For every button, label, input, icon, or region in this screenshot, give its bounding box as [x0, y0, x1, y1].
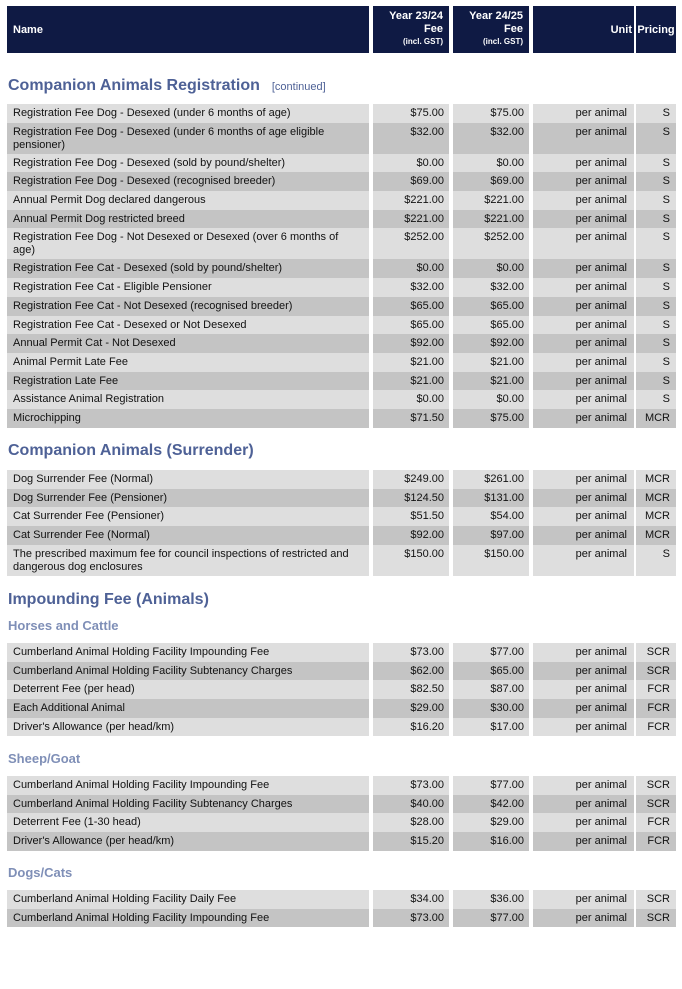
fee-2324: $34.00: [373, 890, 449, 909]
table-row: [7, 259, 676, 278]
fee-2324: $15.20: [373, 832, 449, 851]
fee-name: Annual Permit Dog restricted breed: [7, 210, 369, 229]
fee-name: Cumberland Animal Holding Facility Subtenancy Charges: [7, 662, 369, 681]
fee-2425: $54.00: [453, 507, 529, 526]
pricing-code: SCR: [636, 909, 676, 928]
fee-unit: per animal: [533, 489, 634, 508]
table-row: [7, 154, 676, 173]
pricing-code: S: [636, 259, 676, 278]
pricing-code: S: [636, 228, 676, 259]
pricing-code: S: [636, 172, 676, 191]
fee-name: Cumberland Animal Holding Facility Subtenancy Charges: [7, 795, 369, 814]
fee-2425: $21.00: [453, 372, 529, 391]
fee-2324: $51.50: [373, 507, 449, 526]
fee-2425: $21.00: [453, 353, 529, 372]
fee-2425: $261.00: [453, 470, 529, 489]
fee-unit: per animal: [533, 390, 634, 409]
pricing-code: SCR: [636, 662, 676, 681]
pricing-code: MCR: [636, 470, 676, 489]
table-row: [7, 813, 676, 832]
fee-2324: $73.00: [373, 909, 449, 928]
table-row: [7, 353, 676, 372]
table-row: [7, 409, 676, 428]
header-year1: Year 23/24 Fee (incl. GST): [373, 6, 449, 53]
fee-unit: per animal: [533, 316, 634, 335]
table-row: [7, 680, 676, 699]
fee-2324: $0.00: [373, 154, 449, 173]
fee-unit: per animal: [533, 259, 634, 278]
pricing-code: FCR: [636, 680, 676, 699]
table-row: [7, 470, 676, 489]
fee-2324: $40.00: [373, 795, 449, 814]
table-row: [7, 172, 676, 191]
pricing-code: MCR: [636, 507, 676, 526]
fee-2324: $221.00: [373, 210, 449, 229]
fee-2425: $77.00: [453, 643, 529, 662]
registration-table: [7, 104, 676, 428]
table-row: [7, 890, 676, 909]
fee-unit: per animal: [533, 680, 634, 699]
pricing-code: FCR: [636, 718, 676, 737]
fee-2425: $29.00: [453, 813, 529, 832]
fee-2425: $42.00: [453, 795, 529, 814]
fee-name: Cumberland Animal Holding Facility Impounding Fee: [7, 909, 369, 928]
fee-unit: per animal: [533, 718, 634, 737]
fee-2324: $252.00: [373, 228, 449, 259]
fee-2425: $221.00: [453, 191, 529, 210]
pricing-code: SCR: [636, 643, 676, 662]
fee-unit: per animal: [533, 210, 634, 229]
table-row: [7, 718, 676, 737]
fee-unit: per animal: [533, 526, 634, 545]
header-year2: Year 24/25 Fee (incl. GST): [453, 6, 529, 53]
fee-2324: $82.50: [373, 680, 449, 699]
fee-name: Cumberland Animal Holding Facility Impounding Fee: [7, 776, 369, 795]
fee-2425: $87.00: [453, 680, 529, 699]
fee-2324: $16.20: [373, 718, 449, 737]
table-row: [7, 545, 676, 576]
pricing-code: S: [636, 123, 676, 154]
fee-2425: $252.00: [453, 228, 529, 259]
pricing-code: S: [636, 316, 676, 335]
fee-2324: $69.00: [373, 172, 449, 191]
table-row: [7, 795, 676, 814]
fee-unit: per animal: [533, 507, 634, 526]
section-title-registration: Companion Animals Registration [continued]: [8, 77, 326, 94]
table-row: [7, 334, 676, 353]
fee-name: Registration Fee Dog - Desexed (under 6 months of age eligible pensioner): [7, 123, 369, 154]
dogs-cats-table: [7, 890, 676, 927]
table-row: [7, 278, 676, 297]
fee-2324: $21.00: [373, 353, 449, 372]
fee-name: Registration Fee Dog - Not Desexed or Desexed (over 6 months of age): [7, 228, 369, 259]
table-row: [7, 662, 676, 681]
table-row: [7, 123, 676, 154]
fee-2425: $221.00: [453, 210, 529, 229]
fee-2324: $0.00: [373, 259, 449, 278]
fee-2324: $0.00: [373, 390, 449, 409]
fee-2324: $124.50: [373, 489, 449, 508]
fee-2425: $75.00: [453, 409, 529, 428]
fee-2324: $73.00: [373, 776, 449, 795]
fee-2324: $92.00: [373, 526, 449, 545]
pricing-code: FCR: [636, 832, 676, 851]
table-row: [7, 191, 676, 210]
fee-name: Annual Permit Cat - Not Desexed: [7, 334, 369, 353]
table-row: [7, 909, 676, 928]
table-row: [7, 507, 676, 526]
fee-unit: per animal: [533, 353, 634, 372]
fee-2425: $30.00: [453, 699, 529, 718]
subsection-title-horses-cattle: Horses and Cattle: [8, 618, 119, 633]
pricing-code: FCR: [636, 813, 676, 832]
pricing-code: S: [636, 278, 676, 297]
fee-2425: $0.00: [453, 259, 529, 278]
pricing-code: S: [636, 372, 676, 391]
fee-2425: $32.00: [453, 278, 529, 297]
fee-unit: per animal: [533, 172, 634, 191]
table-row: [7, 390, 676, 409]
table-row: [7, 316, 676, 335]
fee-2324: $62.00: [373, 662, 449, 681]
fee-2425: $75.00: [453, 104, 529, 123]
fee-name: Deterrent Fee (1-30 head): [7, 813, 369, 832]
section-title-impounding: Impounding Fee (Animals): [8, 591, 209, 608]
fee-unit: per animal: [533, 228, 634, 259]
fee-unit: per animal: [533, 123, 634, 154]
fee-2425: $92.00: [453, 334, 529, 353]
pricing-code: S: [636, 390, 676, 409]
fee-name: Cat Surrender Fee (Pensioner): [7, 507, 369, 526]
fee-unit: per animal: [533, 832, 634, 851]
fee-2324: $92.00: [373, 334, 449, 353]
fee-name: Registration Fee Dog - Desexed (under 6 months of age): [7, 104, 369, 123]
fee-2425: $17.00: [453, 718, 529, 737]
fee-unit: per animal: [533, 662, 634, 681]
fee-2324: $32.00: [373, 123, 449, 154]
fee-unit: per animal: [533, 104, 634, 123]
table-row: [7, 776, 676, 795]
fee-name: Cumberland Animal Holding Facility Daily Fee: [7, 890, 369, 909]
fee-unit: per animal: [533, 545, 634, 576]
table-row: [7, 832, 676, 851]
fee-2324: $249.00: [373, 470, 449, 489]
fee-2425: $65.00: [453, 316, 529, 335]
fee-name: Cat Surrender Fee (Normal): [7, 526, 369, 545]
pricing-code: SCR: [636, 890, 676, 909]
fee-2425: $65.00: [453, 662, 529, 681]
fee-name: Dog Surrender Fee (Normal): [7, 470, 369, 489]
fee-2425: $150.00: [453, 545, 529, 576]
fee-2324: $21.00: [373, 372, 449, 391]
fee-unit: per animal: [533, 154, 634, 173]
subsection-title-dogs-cats: Dogs/Cats: [8, 865, 73, 880]
fee-unit: per animal: [533, 890, 634, 909]
table-row: [7, 372, 676, 391]
table-row: [7, 643, 676, 662]
table-row: [7, 297, 676, 316]
fee-name: Microchipping: [7, 409, 369, 428]
fee-unit: per animal: [533, 470, 634, 489]
pricing-code: S: [636, 545, 676, 576]
fee-2324: $65.00: [373, 297, 449, 316]
horses-cattle-table: [7, 643, 676, 736]
fee-2324: $73.00: [373, 643, 449, 662]
fee-name: Driver's Allowance (per head/km): [7, 718, 369, 737]
fee-2425: $77.00: [453, 909, 529, 928]
table-row: [7, 526, 676, 545]
pricing-code: S: [636, 210, 676, 229]
fee-2425: $65.00: [453, 297, 529, 316]
fee-unit: per animal: [533, 334, 634, 353]
fee-2425: $77.00: [453, 776, 529, 795]
fee-2425: $97.00: [453, 526, 529, 545]
table-row: [7, 489, 676, 508]
fee-2425: $36.00: [453, 890, 529, 909]
pricing-code: MCR: [636, 526, 676, 545]
fee-unit: per animal: [533, 191, 634, 210]
pricing-code: S: [636, 104, 676, 123]
fee-name: Registration Fee Dog - Desexed (sold by pound/shelter): [7, 154, 369, 173]
fee-2324: $32.00: [373, 278, 449, 297]
pricing-code: S: [636, 353, 676, 372]
fee-name: Registration Fee Cat - Eligible Pensioner: [7, 278, 369, 297]
fee-2425: $32.00: [453, 123, 529, 154]
table-row: [7, 104, 676, 123]
continued-note: [continued]: [271, 81, 326, 93]
fee-name: Dog Surrender Fee (Pensioner): [7, 489, 369, 508]
fee-unit: per animal: [533, 297, 634, 316]
pricing-code: FCR: [636, 699, 676, 718]
fee-name: Cumberland Animal Holding Facility Impounding Fee: [7, 643, 369, 662]
fee-unit: per animal: [533, 813, 634, 832]
surrender-table: [7, 470, 676, 576]
section-title-surrender: Companion Animals (Surrender): [8, 442, 254, 459]
pricing-code: S: [636, 191, 676, 210]
fee-2324: $150.00: [373, 545, 449, 576]
fee-unit: per animal: [533, 699, 634, 718]
fee-unit: per animal: [533, 909, 634, 928]
header-pricing: Pricing: [636, 6, 676, 53]
pricing-code: MCR: [636, 409, 676, 428]
fee-2425: $69.00: [453, 172, 529, 191]
pricing-code: SCR: [636, 795, 676, 814]
fee-name: Assistance Animal Registration: [7, 390, 369, 409]
fee-name: Deterrent Fee (per head): [7, 680, 369, 699]
fee-2425: $16.00: [453, 832, 529, 851]
fee-2425: $0.00: [453, 154, 529, 173]
fee-name: Registration Fee Cat - Not Desexed (recognised breeder): [7, 297, 369, 316]
fee-unit: per animal: [533, 795, 634, 814]
fee-2324: $221.00: [373, 191, 449, 210]
subsection-title-sheep-goat: Sheep/Goat: [8, 751, 81, 766]
fee-2425: $131.00: [453, 489, 529, 508]
table-header: [7, 6, 676, 53]
pricing-code: MCR: [636, 489, 676, 508]
fee-name: Registration Fee Cat - Desexed (sold by pound/shelter): [7, 259, 369, 278]
fee-unit: per animal: [533, 643, 634, 662]
fee-name: Each Additional Animal: [7, 699, 369, 718]
pricing-code: S: [636, 334, 676, 353]
fee-name: Registration Late Fee: [7, 372, 369, 391]
fee-name: Registration Fee Cat - Desexed or Not Desexed: [7, 316, 369, 335]
fee-2324: $71.50: [373, 409, 449, 428]
fee-name: Annual Permit Dog declared dangerous: [7, 191, 369, 210]
fee-unit: per animal: [533, 278, 634, 297]
fee-2324: $65.00: [373, 316, 449, 335]
fee-2324: $29.00: [373, 699, 449, 718]
table-row: [7, 699, 676, 718]
fee-unit: per animal: [533, 409, 634, 428]
pricing-code: S: [636, 154, 676, 173]
fee-name: Registration Fee Dog - Desexed (recognised breeder): [7, 172, 369, 191]
table-row: [7, 210, 676, 229]
fee-name: The prescribed maximum fee for council inspections of restricted and dangerous dog enclosures: [7, 545, 369, 576]
fee-2425: $0.00: [453, 390, 529, 409]
fee-unit: per animal: [533, 372, 634, 391]
pricing-code: SCR: [636, 776, 676, 795]
table-row: [7, 228, 676, 259]
fee-2324: $28.00: [373, 813, 449, 832]
fee-unit: per animal: [533, 776, 634, 795]
fee-2324: $75.00: [373, 104, 449, 123]
fee-name: Animal Permit Late Fee: [7, 353, 369, 372]
sheep-goat-table: [7, 776, 676, 851]
header-name: Name: [7, 6, 369, 53]
fee-name: Driver's Allowance (per head/km): [7, 832, 369, 851]
header-unit: Unit: [533, 6, 634, 53]
pricing-code: S: [636, 297, 676, 316]
